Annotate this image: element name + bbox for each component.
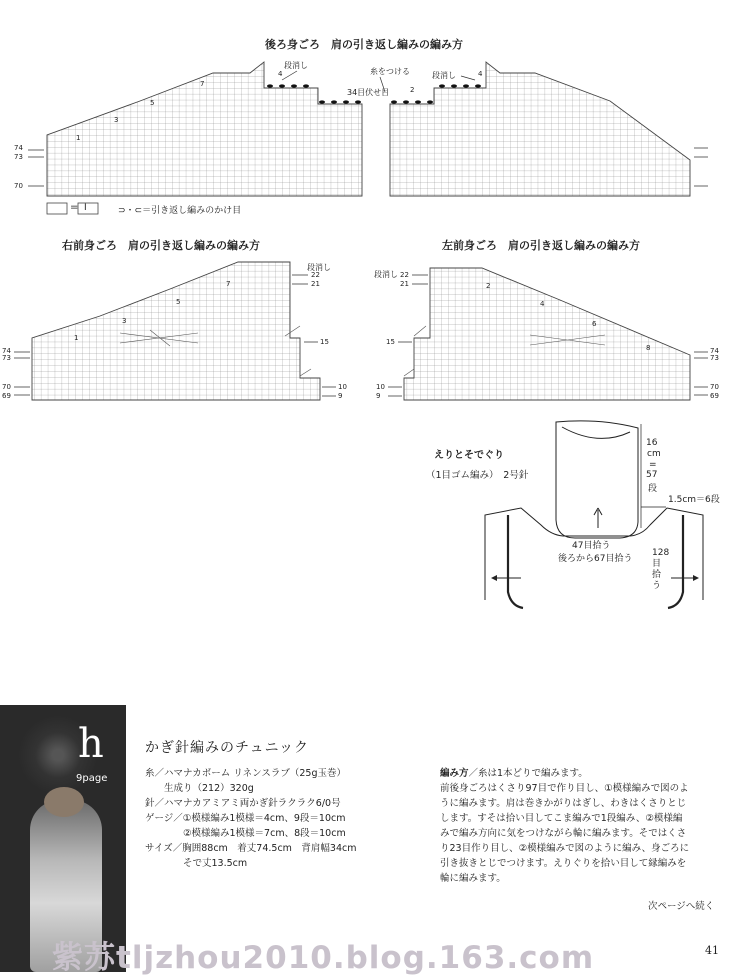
rf-row-74: 74 xyxy=(2,347,11,355)
back-dankeshi-left: 段消し xyxy=(284,61,308,70)
method-line: うに編みます。肩は巻きかがりはぎし、わきはくさりとじ xyxy=(440,798,687,809)
rf-row-15: 15 xyxy=(320,338,329,346)
neck-armhole-diagram xyxy=(485,421,703,608)
pattern-specs xyxy=(145,766,357,871)
rf-row-70: 70 xyxy=(2,383,11,391)
neck-dim-rows: 57 xyxy=(646,470,658,480)
sleeve-pick: 128目拾う xyxy=(652,548,670,591)
rf-mark-7: 7 xyxy=(226,280,231,288)
spec-line: ②模様編み1模様＝7cm、8段＝10cm xyxy=(145,828,346,839)
rf-row-73: 73 xyxy=(2,354,11,362)
neck-title: えりとそでぐり xyxy=(434,450,504,461)
rf-row-9: 9 xyxy=(338,392,343,400)
lf-row-69: 69 xyxy=(710,392,719,400)
rf-mark-3: 3 xyxy=(122,317,127,325)
lf-mark-4: 4 xyxy=(540,300,545,308)
spec-line: ゲージ／①模様編み1模様＝4cm、9段＝10cm xyxy=(145,813,346,824)
method-line: り23目作り目し、②模様編みで図のように編み、身ごろに xyxy=(440,843,690,854)
lf-row-10: 10 xyxy=(376,383,385,391)
method-line: 輪に編みます。 xyxy=(440,873,506,884)
pattern-page-label xyxy=(76,773,107,784)
pattern-page-number: 9 xyxy=(76,773,83,784)
back-row-2-right: 2 xyxy=(410,86,415,94)
method-line: みで編み方向に気をつけながら輪に編みます。そではくさ xyxy=(440,828,687,839)
back-chart-left-grid xyxy=(47,62,362,196)
spec-line: 針／ハマナカアミアミ両かぎ針ラクラク6/0号 xyxy=(145,798,341,809)
rf-mark-5: 5 xyxy=(176,298,181,306)
right-front-chart-grid xyxy=(32,262,320,400)
back-mark-3: 3 xyxy=(114,116,119,124)
back-mark-7: 7 xyxy=(200,80,205,88)
left-front-title: 左前身ごろ 肩の引き返し編みの編み方 xyxy=(442,239,640,252)
rf-row-21: 21 xyxy=(311,280,320,288)
neck-dim-unit: cm xyxy=(647,449,661,459)
lf-row-74: 74 xyxy=(710,347,719,355)
back-row-74: 74 xyxy=(14,144,23,152)
back-row-4-left: 4 xyxy=(278,70,283,78)
rf-row-10: 10 xyxy=(338,383,347,391)
page-number: 41 xyxy=(705,944,719,957)
back-row-73: 73 xyxy=(14,153,23,161)
neck-pick-front: 47目拾う xyxy=(572,541,611,551)
method-block xyxy=(440,766,740,886)
legend-swatch xyxy=(47,203,67,214)
lf-row-21: 21 xyxy=(400,280,409,288)
lf-row-70: 70 xyxy=(710,383,719,391)
rf-row-22: 22 xyxy=(311,271,320,279)
neck-dim-cm: 16 xyxy=(646,438,658,448)
legend-equals: = xyxy=(70,202,79,213)
neck-dim-eq: = xyxy=(649,460,657,470)
lf-mark-2: 2 xyxy=(486,282,491,290)
method-line: 前後身ごろはくさり97目で作り目し、①模様編みで図のよ xyxy=(440,783,689,794)
back-mark-1: 1 xyxy=(76,134,81,142)
neck-pick-back: 後ろから67目拾う xyxy=(558,554,633,564)
back-chart-right-grid xyxy=(390,62,690,196)
left-front-dankeshi: 段消し xyxy=(374,270,398,279)
lf-row-15: 15 xyxy=(386,338,395,346)
model-head xyxy=(44,787,84,817)
right-front-dankeshi: 段消し xyxy=(307,263,331,272)
left-front-chart-grid xyxy=(404,268,690,400)
lf-mark-6: 6 xyxy=(592,320,597,328)
method-first: ／糸は1本どりで編みます。 xyxy=(468,768,588,779)
watermark: 紫苏tljzhou2010.blog.163.com xyxy=(52,940,595,976)
pattern-title: かぎ針編みのチュニック xyxy=(145,740,310,756)
spec-line: サイズ／胸囲88cm 着丈74.5cm 背肩幅34cm xyxy=(145,843,357,854)
back-row-4-right: 4 xyxy=(478,70,483,78)
rf-row-69: 69 xyxy=(2,392,11,400)
method-label: 編み方 xyxy=(440,768,469,779)
method-line: します。すそは拾い目してこま編みで1段編み、②模様編 xyxy=(440,813,683,824)
right-front-title: 右前身ごろ 肩の引き返し編みの編み方 xyxy=(62,239,260,252)
back-bind-off: 34目伏せ目 xyxy=(347,88,390,97)
lf-row-22: 22 xyxy=(400,271,409,279)
lf-row-73: 73 xyxy=(710,354,719,362)
legend-text: ⊃・⊂＝引き返し編みのかけ目 xyxy=(118,206,242,216)
back-attach-yarn: 糸をつける xyxy=(370,67,410,76)
legend-value: Ⅰ xyxy=(84,203,87,213)
lf-mark-8: 8 xyxy=(646,344,651,352)
spec-line: 生成り（212）320g xyxy=(145,783,254,794)
pattern-page-word: page xyxy=(82,773,108,784)
method-first-line xyxy=(440,766,740,781)
method-line: 引き抜きとじでつけます。えりぐりを拾い目して縁編みを xyxy=(440,858,687,869)
rf-mark-1: 1 xyxy=(74,334,79,342)
neck-subtitle: （1目ゴム編み） 2号針 xyxy=(426,470,529,481)
spec-line: 糸／ハマナカボーム リネンスラブ（25g玉巻） xyxy=(145,768,346,779)
next-page-note: 次ページへ続く xyxy=(648,901,715,912)
lf-row-9: 9 xyxy=(376,392,381,400)
neck-width: 1.5cm＝6段 xyxy=(668,495,720,505)
spec-line: そで丈13.5cm xyxy=(145,858,248,869)
back-dankeshi-right: 段消し xyxy=(432,71,456,80)
neck-dim-dan: 段 xyxy=(648,484,658,494)
back-mark-5: 5 xyxy=(150,99,155,107)
back-row-70: 70 xyxy=(14,182,23,190)
pattern-letter: h xyxy=(78,721,104,767)
back-chart-title: 後ろ身ごろ 肩の引き返し編みの編み方 xyxy=(265,38,463,51)
